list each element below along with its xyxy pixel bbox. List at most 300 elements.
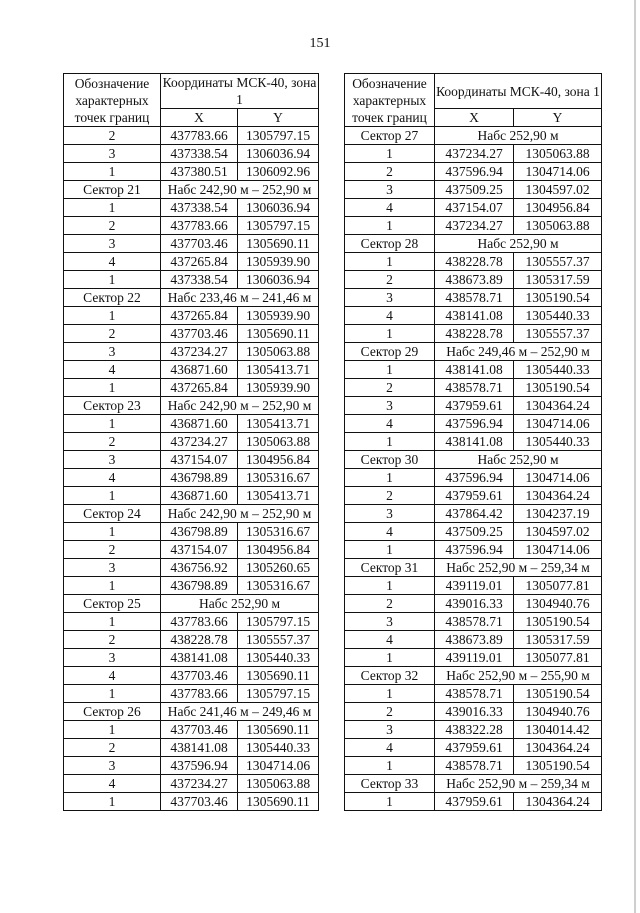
sector-name: Сектор 29	[345, 343, 435, 361]
point-number: 4	[64, 253, 161, 271]
coord-x: 438228.78	[161, 631, 238, 649]
coord-y: 1306036.94	[238, 271, 319, 289]
table-row	[345, 541, 602, 559]
coord-x: 437265.84	[161, 307, 238, 325]
coord-x: 437959.61	[435, 739, 514, 757]
coord-y: 1305077.81	[514, 577, 602, 595]
point-number: 1	[345, 577, 435, 595]
point-number: 4	[64, 775, 161, 793]
coord-y: 1305190.54	[514, 613, 602, 631]
table-row	[64, 559, 319, 577]
sector-row	[345, 775, 602, 793]
coord-y: 1305797.15	[238, 217, 319, 235]
point-number: 1	[64, 307, 161, 325]
table-row	[64, 307, 319, 325]
table-row	[64, 577, 319, 595]
coord-y: 1305413.71	[238, 361, 319, 379]
coord-x: 437338.54	[161, 145, 238, 163]
coord-x: 437234.27	[161, 433, 238, 451]
point-number: 1	[64, 721, 161, 739]
coord-y: 1304597.02	[514, 181, 602, 199]
table-row	[64, 361, 319, 379]
coord-x: 438578.71	[435, 379, 514, 397]
point-number: 1	[64, 415, 161, 433]
coord-x: 438141.08	[435, 433, 514, 451]
point-number: 3	[345, 613, 435, 631]
coord-y: 1304940.76	[514, 703, 602, 721]
sector-height-range: Набс 233,46 м – 241,46 м	[161, 289, 319, 307]
coord-x: 437596.94	[435, 415, 514, 433]
coord-x: 438141.08	[161, 739, 238, 757]
coord-y: 1304714.06	[514, 541, 602, 559]
table-row	[345, 487, 602, 505]
point-number: 3	[64, 649, 161, 667]
sector-name: Сектор 31	[345, 559, 435, 577]
point-number: 1	[345, 685, 435, 703]
table-row	[345, 379, 602, 397]
coord-y: 1304237.19	[514, 505, 602, 523]
coord-x: 437703.46	[161, 793, 238, 811]
coord-y: 1305063.88	[514, 145, 602, 163]
coord-x: 438578.71	[435, 685, 514, 703]
table-row	[64, 415, 319, 433]
table-row	[345, 505, 602, 523]
sector-row	[345, 235, 602, 253]
sector-row	[345, 559, 602, 577]
coord-y: 1305939.90	[238, 307, 319, 325]
sector-height-range: Набс 249,46 м – 252,90 м	[435, 343, 602, 361]
coord-y: 1305690.11	[238, 793, 319, 811]
table-row	[345, 271, 602, 289]
coord-x: 437596.94	[435, 541, 514, 559]
table-row	[345, 307, 602, 325]
point-number: 3	[345, 289, 435, 307]
sector-row	[64, 505, 319, 523]
sector-height-range: Набс 252,90 м	[435, 451, 602, 469]
coord-x: 437154.07	[435, 199, 514, 217]
coord-x: 438673.89	[435, 631, 514, 649]
coord-y: 1305440.33	[514, 307, 602, 325]
coord-x: 438228.78	[435, 325, 514, 343]
coord-y: 1304956.84	[514, 199, 602, 217]
point-number: 1	[64, 199, 161, 217]
coord-y: 1305190.54	[514, 379, 602, 397]
table-row	[345, 325, 602, 343]
table-row	[64, 685, 319, 703]
table-row	[64, 343, 319, 361]
table-row	[345, 631, 602, 649]
coord-x: 438578.71	[435, 613, 514, 631]
coord-x: 437509.25	[435, 523, 514, 541]
coord-y: 1305063.88	[238, 433, 319, 451]
scan-edge	[634, 0, 636, 913]
coord-y: 1304364.24	[514, 397, 602, 415]
table-row	[345, 361, 602, 379]
sector-height-range: Набс 252,90 м	[161, 595, 319, 613]
table-row	[64, 721, 319, 739]
table-row	[64, 127, 319, 145]
table-row	[345, 289, 602, 307]
sector-row	[345, 667, 602, 685]
table-row	[345, 469, 602, 487]
sector-row	[64, 181, 319, 199]
coord-x: 438578.71	[435, 757, 514, 775]
coord-x: 437265.84	[161, 379, 238, 397]
point-number: 1	[64, 487, 161, 505]
sector-height-range: Набс 252,90 м – 259,34 м	[435, 559, 602, 577]
table-body	[64, 127, 319, 811]
table-row	[64, 217, 319, 235]
coord-x: 436756.92	[161, 559, 238, 577]
table-row	[345, 415, 602, 433]
table-row	[64, 667, 319, 685]
coord-y: 1305557.37	[238, 631, 319, 649]
coord-x: 437596.94	[435, 469, 514, 487]
header-coordinates: Координаты МСК-40, зона 1	[161, 74, 319, 109]
table-row	[345, 199, 602, 217]
coordinates-table-right	[344, 73, 602, 811]
point-number: 1	[345, 217, 435, 235]
sector-name: Сектор 33	[345, 775, 435, 793]
point-number: 1	[345, 793, 435, 811]
coord-y: 1304364.24	[514, 793, 602, 811]
sector-name: Сектор 28	[345, 235, 435, 253]
table-row	[64, 271, 319, 289]
header-y: Y	[514, 109, 602, 127]
table-row	[64, 775, 319, 793]
coord-x: 437154.07	[161, 541, 238, 559]
table-row	[64, 469, 319, 487]
coord-x: 437234.27	[161, 343, 238, 361]
sector-height-range: Набс 252,90 м	[435, 235, 602, 253]
table-row	[345, 181, 602, 199]
table-row	[345, 145, 602, 163]
table-row	[64, 235, 319, 253]
header-point-designation: Обозначение характерных точек границ	[64, 74, 161, 127]
table-row	[64, 487, 319, 505]
coord-y: 1305797.15	[238, 685, 319, 703]
table-row	[345, 397, 602, 415]
sector-row	[64, 595, 319, 613]
table-row	[64, 757, 319, 775]
table-row	[64, 739, 319, 757]
point-number: 1	[345, 757, 435, 775]
point-number: 2	[345, 595, 435, 613]
sector-name: Сектор 24	[64, 505, 161, 523]
point-number: 1	[345, 469, 435, 487]
sector-height-range: Набс 241,46 м – 249,46 м	[161, 703, 319, 721]
coord-x: 437234.27	[435, 145, 514, 163]
point-number: 3	[64, 757, 161, 775]
coord-x: 437154.07	[161, 451, 238, 469]
sector-row	[64, 703, 319, 721]
coord-x: 437783.66	[161, 613, 238, 631]
coord-y: 1305316.67	[238, 523, 319, 541]
point-number: 3	[64, 145, 161, 163]
point-number: 1	[64, 685, 161, 703]
point-number: 4	[64, 361, 161, 379]
table-row	[64, 199, 319, 217]
coord-x: 437783.66	[161, 685, 238, 703]
coord-x: 436798.89	[161, 469, 238, 487]
coord-y: 1305316.67	[238, 469, 319, 487]
coord-y: 1305797.15	[238, 127, 319, 145]
sector-row	[64, 289, 319, 307]
coord-y: 1305440.33	[514, 433, 602, 451]
coord-y: 1304956.84	[238, 541, 319, 559]
coordinates-table-left	[63, 73, 319, 811]
point-number: 2	[64, 127, 161, 145]
point-number: 2	[64, 631, 161, 649]
sector-name: Сектор 23	[64, 397, 161, 415]
coord-x: 439016.33	[435, 703, 514, 721]
table-row	[64, 793, 319, 811]
table-row	[345, 433, 602, 451]
table-row	[64, 451, 319, 469]
coord-y: 1304714.06	[514, 469, 602, 487]
coord-x: 437703.46	[161, 235, 238, 253]
coord-y: 1305440.33	[514, 361, 602, 379]
coord-x: 437783.66	[161, 217, 238, 235]
coord-y: 1305063.88	[238, 343, 319, 361]
coord-x: 438228.78	[435, 253, 514, 271]
point-number: 3	[64, 235, 161, 253]
coord-x: 437380.51	[161, 163, 238, 181]
coord-x: 437703.46	[161, 325, 238, 343]
sector-height-range: Набс 252,90 м – 255,90 м	[435, 667, 602, 685]
coord-x: 437234.27	[435, 217, 514, 235]
table-row	[345, 793, 602, 811]
coord-x: 438673.89	[435, 271, 514, 289]
table-row	[345, 253, 602, 271]
point-number: 1	[345, 361, 435, 379]
coord-y: 1305939.90	[238, 379, 319, 397]
coord-x: 437959.61	[435, 397, 514, 415]
coord-x: 437265.84	[161, 253, 238, 271]
header-point-designation: Обозначение характерных точек границ	[345, 74, 435, 127]
point-number: 2	[345, 163, 435, 181]
coord-y: 1305260.65	[238, 559, 319, 577]
coord-y: 1304714.06	[514, 415, 602, 433]
point-number: 3	[345, 397, 435, 415]
table-row	[64, 649, 319, 667]
coord-x: 439016.33	[435, 595, 514, 613]
coord-y: 1305413.71	[238, 415, 319, 433]
coord-y: 1305690.11	[238, 235, 319, 253]
header-x: X	[435, 109, 514, 127]
coord-x: 436798.89	[161, 577, 238, 595]
table-row	[345, 577, 602, 595]
coord-y: 1304714.06	[238, 757, 319, 775]
table-row	[345, 757, 602, 775]
table-row	[64, 379, 319, 397]
point-number: 1	[64, 379, 161, 397]
coord-y: 1305690.11	[238, 667, 319, 685]
point-number: 1	[64, 523, 161, 541]
coord-x: 437596.94	[161, 757, 238, 775]
table-row	[345, 703, 602, 721]
table-row	[345, 217, 602, 235]
table-row	[345, 649, 602, 667]
point-number: 1	[345, 433, 435, 451]
coord-x: 436871.60	[161, 361, 238, 379]
sector-height-range: Набс 242,90 м – 252,90 м	[161, 397, 319, 415]
point-number: 2	[64, 217, 161, 235]
coord-y: 1305190.54	[514, 289, 602, 307]
coord-y: 1305440.33	[238, 739, 319, 757]
coord-x: 439119.01	[435, 577, 514, 595]
table-row	[64, 433, 319, 451]
coord-y: 1304940.76	[514, 595, 602, 613]
table-row	[64, 253, 319, 271]
sector-row	[64, 397, 319, 415]
point-number: 2	[345, 487, 435, 505]
sector-row	[345, 127, 602, 145]
point-number: 2	[64, 541, 161, 559]
coord-x: 436871.60	[161, 415, 238, 433]
coord-y: 1304364.24	[514, 739, 602, 757]
coord-y: 1305316.67	[238, 577, 319, 595]
page-number: 151	[309, 36, 331, 51]
table-row	[345, 613, 602, 631]
coord-x: 438322.28	[435, 721, 514, 739]
point-number: 2	[64, 325, 161, 343]
sector-height-range: Набс 252,90 м	[435, 127, 602, 145]
table-row	[64, 325, 319, 343]
point-number: 3	[64, 451, 161, 469]
table-row	[64, 523, 319, 541]
table-row	[64, 145, 319, 163]
coord-y: 1305557.37	[514, 325, 602, 343]
coord-y: 1305063.88	[514, 217, 602, 235]
coord-y: 1304597.02	[514, 523, 602, 541]
point-number: 3	[64, 559, 161, 577]
coord-x: 437509.25	[435, 181, 514, 199]
point-number: 3	[345, 505, 435, 523]
sector-row	[345, 343, 602, 361]
sector-name: Сектор 27	[345, 127, 435, 145]
table-row	[64, 631, 319, 649]
point-number: 4	[64, 667, 161, 685]
coord-y: 1305063.88	[238, 775, 319, 793]
coord-y: 1306036.94	[238, 145, 319, 163]
point-number: 3	[345, 721, 435, 739]
sector-height-range: Набс 242,90 м – 252,90 м	[161, 505, 319, 523]
table-row	[345, 595, 602, 613]
point-number: 1	[345, 253, 435, 271]
sector-name: Сектор 25	[64, 595, 161, 613]
coord-y: 1304014.42	[514, 721, 602, 739]
sector-name: Сектор 32	[345, 667, 435, 685]
coord-x: 438141.08	[435, 361, 514, 379]
coord-x: 437703.46	[161, 667, 238, 685]
sector-row	[345, 451, 602, 469]
point-number: 1	[64, 163, 161, 181]
coord-x: 437338.54	[161, 271, 238, 289]
coord-x: 437234.27	[161, 775, 238, 793]
point-number: 4	[345, 307, 435, 325]
coord-y: 1304956.84	[238, 451, 319, 469]
table-row	[64, 541, 319, 559]
coord-y: 1305939.90	[238, 253, 319, 271]
coord-y: 1305557.37	[514, 253, 602, 271]
coord-x: 438141.08	[435, 307, 514, 325]
coord-y: 1304714.06	[514, 163, 602, 181]
coord-y: 1306036.94	[238, 199, 319, 217]
coord-y: 1305797.15	[238, 613, 319, 631]
point-number: 3	[345, 181, 435, 199]
coord-y: 1305690.11	[238, 325, 319, 343]
point-number: 2	[345, 703, 435, 721]
point-number: 1	[345, 325, 435, 343]
header-coordinates: Координаты МСК-40, зона 1	[435, 74, 602, 109]
coord-x: 438141.08	[161, 649, 238, 667]
coord-x: 437338.54	[161, 199, 238, 217]
coord-x: 436798.89	[161, 523, 238, 541]
sector-name: Сектор 26	[64, 703, 161, 721]
point-number: 2	[64, 433, 161, 451]
point-number: 1	[345, 649, 435, 667]
table-row	[345, 685, 602, 703]
coord-x: 437959.61	[435, 487, 514, 505]
coord-y: 1306092.96	[238, 163, 319, 181]
sector-height-range: Набс 252,90 м – 259,34 м	[435, 775, 602, 793]
coord-y: 1305190.54	[514, 685, 602, 703]
sector-name: Сектор 22	[64, 289, 161, 307]
table-body	[345, 127, 602, 811]
table-row	[64, 163, 319, 181]
header-y: Y	[238, 109, 319, 127]
point-number: 4	[345, 415, 435, 433]
point-number: 1	[345, 145, 435, 163]
point-number: 1	[64, 577, 161, 595]
point-number: 1	[345, 541, 435, 559]
coord-x: 437959.61	[435, 793, 514, 811]
coord-y: 1305077.81	[514, 649, 602, 667]
point-number: 4	[345, 739, 435, 757]
table-row	[345, 739, 602, 757]
coord-x: 436871.60	[161, 487, 238, 505]
point-number: 3	[64, 343, 161, 361]
coord-y: 1305413.71	[238, 487, 319, 505]
coord-y: 1305190.54	[514, 757, 602, 775]
point-number: 2	[345, 379, 435, 397]
point-number: 1	[64, 793, 161, 811]
sector-name: Сектор 21	[64, 181, 161, 199]
table-row	[64, 613, 319, 631]
sector-name: Сектор 30	[345, 451, 435, 469]
point-number: 4	[345, 523, 435, 541]
coord-x: 437596.94	[435, 163, 514, 181]
point-number: 1	[64, 271, 161, 289]
point-number: 4	[345, 631, 435, 649]
sector-height-range: Набс 242,90 м – 252,90 м	[161, 181, 319, 199]
coord-y: 1304364.24	[514, 487, 602, 505]
coord-y: 1305317.59	[514, 271, 602, 289]
point-number: 2	[64, 739, 161, 757]
header-x: X	[161, 109, 238, 127]
coord-x: 439119.01	[435, 649, 514, 667]
coord-x: 437864.42	[435, 505, 514, 523]
point-number: 4	[345, 199, 435, 217]
point-number: 2	[345, 271, 435, 289]
point-number: 4	[64, 469, 161, 487]
coord-y: 1305690.11	[238, 721, 319, 739]
coord-x: 438578.71	[435, 289, 514, 307]
table-row	[345, 163, 602, 181]
table-row	[345, 523, 602, 541]
table-row	[345, 721, 602, 739]
